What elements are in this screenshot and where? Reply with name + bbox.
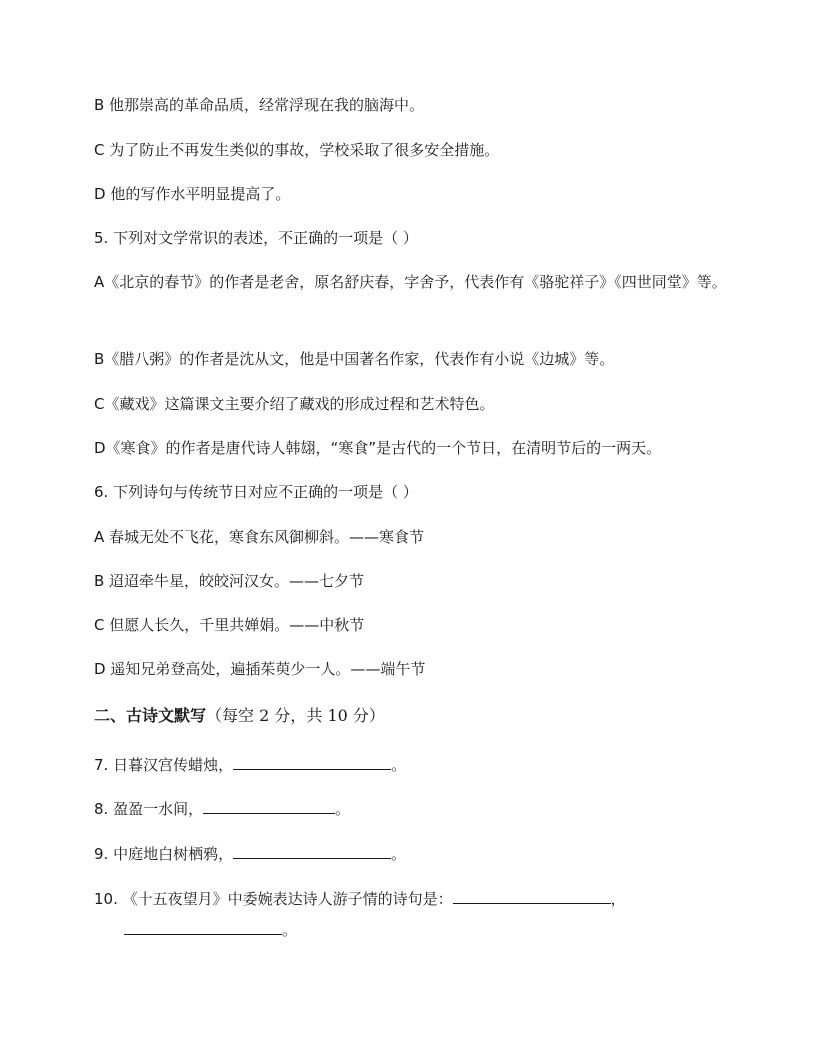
- q8-end: 。: [335, 800, 351, 818]
- q6-option-c: C 但愿人长久，千里共婵娟。——中秋节: [94, 616, 365, 634]
- section-2-title: 二、古诗文默写: [94, 706, 207, 725]
- q10-answer-blank-1[interactable]: [453, 889, 611, 904]
- q6-stem: 6. 下列诗句与传统节日对应不正确的一项是（ ）: [94, 483, 418, 501]
- q10-mid: ，: [610, 890, 626, 908]
- q5-option-a: A《北京的春节》的作者是老舍，原名舒庆春，字舍予，代表作有《骆驼祥子》《四世同堂》等。: [94, 273, 727, 291]
- q9-line: [94, 844, 756, 864]
- q10-end: 。: [282, 921, 298, 939]
- q5-stem: 5. 下列对文学常识的表述，不正确的一项是（ ）: [94, 229, 418, 247]
- q7-end: 。: [391, 756, 407, 774]
- q10-line: [94, 889, 756, 909]
- q9-answer-blank[interactable]: [233, 844, 391, 859]
- q10-text: 10. 《十五夜望月》中委婉表达诗人游子情的诗句是：: [94, 890, 453, 908]
- q7-answer-blank[interactable]: [233, 755, 391, 770]
- q9-end: 。: [391, 845, 407, 863]
- q6-option-a: A 春城无处不飞花，寒食东风御柳斜。——寒食节: [94, 528, 425, 546]
- q5-option-d: D《寒食》的作者是唐代诗人韩翃，“寒食”是古代的一个节日，在清明节后的一两天。: [94, 439, 662, 457]
- q4-option-d: D 他的写作水平明显提高了。: [94, 185, 291, 203]
- section-2-score: （每空 2 分，共 10 分）: [206, 706, 385, 725]
- q10-answer-blank-2[interactable]: [124, 920, 282, 935]
- q7-line: [94, 755, 756, 775]
- q4-option-c: C 为了防止不再发生类似的事故，学校采取了很多安全措施。: [94, 141, 500, 159]
- q8-text: 8. 盈盈一水间，: [94, 800, 204, 818]
- q8-line: [94, 799, 756, 819]
- q6-option-b: B 迢迢牵牛星，皎皎河汉女。——七夕节: [94, 572, 365, 590]
- q8-answer-blank[interactable]: [203, 799, 335, 814]
- q5-option-c: C《藏戏》这篇课文主要介绍了藏戏的形成过程和艺术特色。: [94, 395, 495, 413]
- q9-text: 9. 中庭地白树栖鸦，: [94, 845, 234, 863]
- section-2-heading: [94, 706, 756, 726]
- q10-line-2: [124, 920, 756, 940]
- q4-option-b: B 他那崇高的革命品质，经常浮现在我的脑海中。: [94, 96, 425, 114]
- q7-text: 7. 日暮汉宫传蜡烛，: [94, 756, 234, 774]
- q6-option-d: D 遥知兄弟登高处，遍插茱萸少一人。——端午节: [94, 660, 426, 678]
- q5-option-b: B《腊八粥》的作者是沈从文，他是中国著名作家，代表作有小说《边城》等。: [94, 350, 615, 368]
